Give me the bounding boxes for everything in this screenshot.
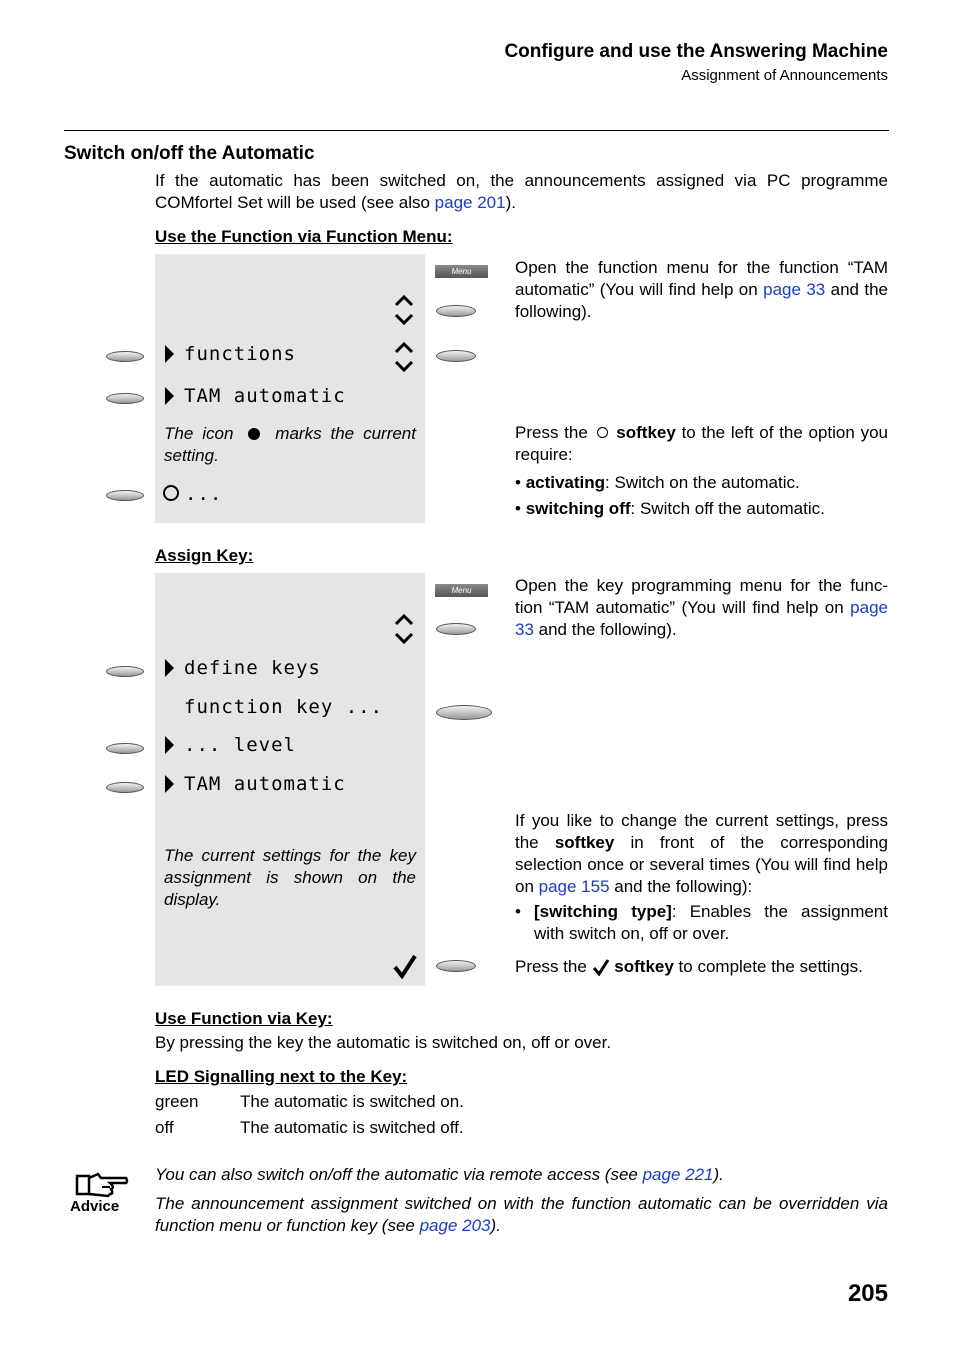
page-155-link[interactable]: page 155 bbox=[538, 877, 610, 896]
list-item: • [switching type]: Enables the assignment with switch on, off or over. bbox=[515, 902, 888, 943]
open-function-menu-text: Open the function menu for the function “TAM automatic” (You will find help on page 33 and the following). bbox=[515, 258, 889, 321]
filled-circle-icon bbox=[248, 428, 260, 440]
left-softkey-tam-automatic[interactable] bbox=[106, 782, 144, 793]
lcd-line-option: ... bbox=[163, 483, 222, 505]
menu-button[interactable]: Menu bbox=[435, 584, 488, 597]
press-softkey-text: Press the softkey to the left of the option you require: bbox=[515, 423, 888, 464]
empty-circle-icon bbox=[163, 485, 179, 501]
section-title: Switch on/off the Automatic bbox=[64, 143, 315, 164]
right-softkey-function-key[interactable] bbox=[436, 705, 492, 720]
cursor-arrow-icon bbox=[165, 345, 174, 363]
lcd-line-functions: functions bbox=[165, 343, 296, 365]
up-down-arrows-icon bbox=[393, 339, 415, 375]
complete-settings-text: Press the softkey to complete the settings. bbox=[515, 956, 888, 982]
intro-page-link[interactable]: page 201 bbox=[434, 193, 506, 212]
section-intro: If the automatic has been switched on, the announcements assigned via PC programme COMfortel Set will be used (see also page 201). bbox=[155, 171, 888, 212]
lcd-line-function-key: function key ... bbox=[184, 696, 384, 718]
pointing-hand-icon bbox=[74, 1170, 130, 1200]
up-down-arrows-icon bbox=[393, 292, 415, 328]
function-menu-heading: Use the Function via Function Menu: bbox=[155, 227, 453, 246]
lcd-line-tam-automatic: TAM automatic bbox=[165, 773, 346, 795]
lcd-line-define-keys: define keys bbox=[165, 657, 321, 679]
advice-paragraph: The announcement assignment switched on with the function automatic can be overridden via function menu or function key (see page 203). bbox=[155, 1194, 888, 1235]
menu-button[interactable]: Menu bbox=[435, 265, 488, 278]
right-softkey-scroll[interactable] bbox=[436, 305, 476, 317]
change-settings-text: If you like to change the current settings, press the softkey in front of the corresponding selection once or several times (You will find help on page 155 and the following): bbox=[515, 811, 888, 896]
page-203-link[interactable]: page 203 bbox=[419, 1216, 491, 1235]
list-item: • switching off: Switch off the automatic. bbox=[515, 499, 825, 518]
page-33-link[interactable]: page 33 bbox=[515, 598, 888, 639]
led-description: The automatic is switched off. bbox=[240, 1118, 464, 1137]
lcd-line-tam-automatic: TAM automatic bbox=[165, 385, 346, 407]
cursor-arrow-icon bbox=[165, 659, 174, 677]
cursor-arrow-icon bbox=[165, 736, 174, 754]
checkmark-icon bbox=[392, 953, 418, 979]
use-key-heading: Use Function via Key: bbox=[155, 1009, 333, 1028]
left-softkey-level[interactable] bbox=[106, 743, 144, 754]
right-softkey-scroll[interactable] bbox=[436, 623, 476, 635]
left-softkey-option[interactable] bbox=[106, 490, 144, 501]
left-softkey-tam-automatic[interactable] bbox=[106, 393, 144, 404]
left-softkey-functions[interactable] bbox=[106, 351, 144, 362]
led-state: off bbox=[155, 1118, 174, 1137]
right-softkey-confirm[interactable] bbox=[436, 960, 476, 972]
led-state: green bbox=[155, 1092, 199, 1111]
advice-paragraph: You can also switch on/off the automatic via remote access (see page 221). bbox=[155, 1165, 724, 1184]
assign-key-heading: Assign Key: bbox=[155, 546, 254, 565]
right-softkey-scroll[interactable] bbox=[436, 350, 476, 362]
current-setting-note: The icon marks the current setting. bbox=[164, 424, 416, 465]
list-item: • activating: Switch on the automatic. bbox=[515, 473, 800, 492]
lcd-line-level: ... level bbox=[165, 734, 296, 756]
key-settings-note: The current settings for the key assignment is shown on the display. bbox=[164, 846, 416, 909]
checkmark-icon bbox=[592, 958, 610, 982]
led-heading: LED Signalling next to the Key: bbox=[155, 1067, 408, 1086]
use-key-text: By pressing the key the automatic is switched on, off or over. bbox=[155, 1033, 612, 1052]
page-number: 205 bbox=[847, 1280, 888, 1307]
header-divider bbox=[64, 130, 889, 131]
cursor-arrow-icon bbox=[165, 387, 174, 405]
left-softkey-define-keys[interactable] bbox=[106, 666, 144, 677]
empty-circle-icon bbox=[597, 427, 608, 438]
advice-label: Advice bbox=[70, 1198, 120, 1215]
chapter-subtitle: Assignment of Announcements bbox=[681, 67, 888, 84]
chapter-title: Configure and use the Answering Machine bbox=[504, 41, 888, 62]
page-33-link[interactable]: page 33 bbox=[763, 280, 826, 299]
up-down-arrows-icon bbox=[393, 611, 415, 647]
led-description: The automatic is switched on. bbox=[240, 1092, 464, 1111]
page-221-link[interactable]: page 221 bbox=[642, 1165, 714, 1184]
cursor-arrow-icon bbox=[165, 775, 174, 793]
open-key-menu-text: Open the key programming menu for the func- tion “TAM automatic” (You will find help on page 33 and the following). bbox=[515, 576, 888, 639]
